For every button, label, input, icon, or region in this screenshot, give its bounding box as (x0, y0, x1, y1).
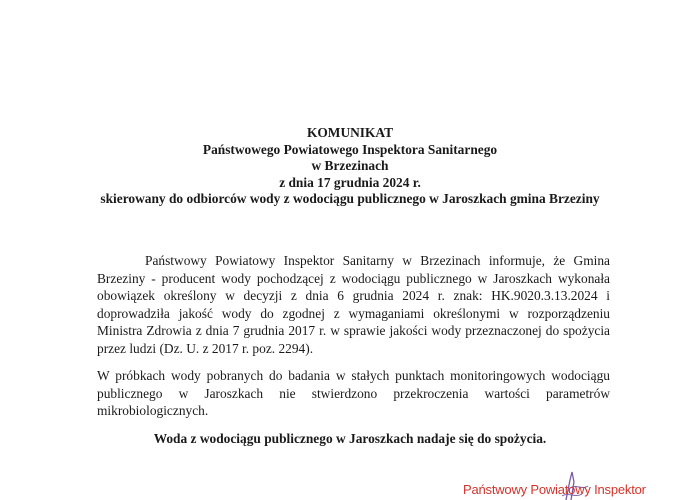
paragraph-line: obowiązek określony w decyzji z dnia 6 grudnia 2024 r. znak: HK.9020.3.13.2024 i (97, 288, 610, 304)
paragraph-line: Państwowy Powiatowy Inspektor Sanitarny w Brzezinach informuje, że Gmina (145, 253, 610, 268)
paragraph-line: W próbkach wody pobranych do badania w stałych punktach monitoringowych wodociągu (97, 368, 610, 383)
document-title: KOMUNIKAT (306, 125, 394, 140)
addressee-line: skierowany do odbiorców wody z wodociągu publicznego w Jaroszkach gmina Brzeziny (100, 191, 600, 206)
document-header (0, 125, 700, 208)
stamp-text: Państwowy Powiatowy Inspektor (463, 482, 646, 497)
paragraph-line: doprowadziła jakość wody do zgodnej z wymaganiami określonymi w rozporządzeniu (97, 305, 610, 321)
official-stamp (458, 468, 688, 500)
date-line: z dnia 17 grudnia 2024 r. (279, 174, 421, 190)
paragraph-line: przez ludzi (Dz. U. z 2017 r. poz. 2294). (97, 340, 314, 356)
paragraph-line: publicznego w Jaroszkach nie stwierdzono przekroczenia wartości parametrów (97, 385, 610, 401)
paragraph-line: mikrobiologicznych. (97, 403, 209, 419)
paragraph-line: Brzeziny - producent wody pochodzącej z wodociągu publicznego w Jaroszkach wykonała (97, 270, 610, 286)
issuer-line: Państwowego Powiatowego Inspektora Sanitarnego (202, 141, 498, 157)
closing-statement: Woda z wodociągu publicznego w Jaroszkach nadaje się do spożycia. (153, 431, 547, 446)
issuer-location-line: w Brzezinach (311, 158, 389, 173)
paragraph-announcement (97, 252, 610, 358)
paragraph-line: Ministra Zdrowia z dnia 7 grudnia 2017 r. w sprawie jakości wody przeznaczonej do spożycia (97, 323, 610, 339)
paragraph-results (97, 367, 610, 420)
